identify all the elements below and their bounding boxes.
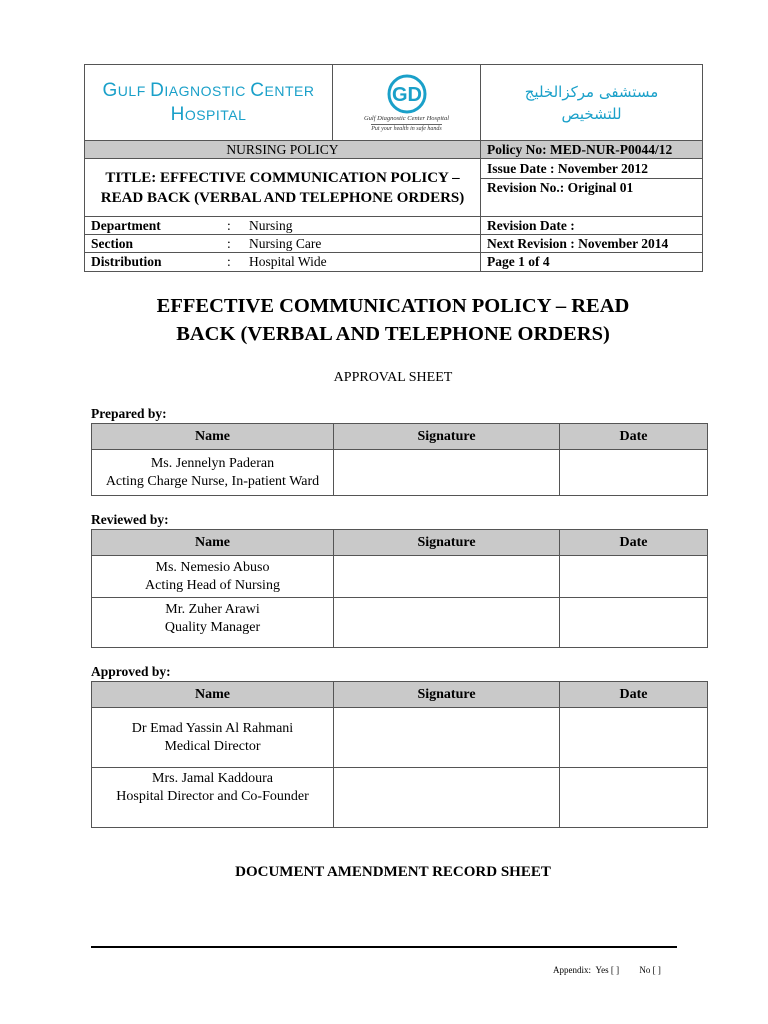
signature-cell[interactable] <box>334 450 560 496</box>
hospital-name-cell <box>85 65 333 141</box>
column-signature-header: Signature <box>334 682 560 708</box>
section-row: Section : Nursing Care <box>85 235 481 253</box>
signature-cell[interactable] <box>334 556 560 598</box>
arabic-hospital-name: مستشفى مركزالخليج للتشخيص <box>524 82 659 123</box>
arabic-name-cell <box>481 65 703 141</box>
department-row: Department : Nursing <box>85 217 481 235</box>
signature-cell[interactable] <box>334 598 560 648</box>
revision-number: Revision No.: Original 01 <box>481 179 703 217</box>
appendix-line: Appendix: Yes [ ] No [ ] <box>553 965 661 975</box>
date-cell[interactable] <box>560 598 708 648</box>
date-cell[interactable] <box>560 450 708 496</box>
hospital-name: GULF DIAGNOSTIC CENTER HOSPITAL <box>102 79 315 125</box>
appendix-yes[interactable]: Yes [ ] <box>595 965 620 975</box>
divider <box>91 946 677 948</box>
reviewed-by-label: Reviewed by: <box>91 512 169 527</box>
revision-date: Revision Date : <box>481 217 703 235</box>
table-row <box>92 708 708 768</box>
logo-cell <box>333 65 481 141</box>
date-cell[interactable] <box>560 768 708 828</box>
date-cell[interactable] <box>560 556 708 598</box>
table-row <box>92 556 708 598</box>
person-cell: Dr Emad Yassin Al Rahmani Medical Director <box>92 708 334 768</box>
policy-title: TITLE: EFFECTIVE COMMUNICATION POLICY – READ BACK (VERBAL AND TELEPHONE ORDERS) <box>85 159 481 217</box>
column-date-header: Date <box>560 424 708 450</box>
document-title: EFFECTIVE COMMUNICATION POLICY – READ BACK (VERBAL AND TELEPHONE ORDERS) <box>156 295 630 345</box>
column-signature-header: Signature <box>334 424 560 450</box>
person-cell: Ms. Nemesio Abuso Acting Head of Nursing <box>92 556 334 598</box>
issue-date: Issue Date : November 2012 <box>481 159 703 179</box>
column-date-header: Date <box>560 682 708 708</box>
signature-cell[interactable] <box>334 708 560 768</box>
svg-text:GD: GD <box>391 83 422 106</box>
column-signature-header: Signature <box>334 530 560 556</box>
page-number: Page 1 of 4 <box>481 253 703 272</box>
prepared-by-label: Prepared by: <box>91 406 167 421</box>
table-row <box>92 598 708 648</box>
appendix-no[interactable]: No [ ] <box>639 965 661 975</box>
table-row <box>92 768 708 828</box>
policy-number: Policy No: MED-NUR-P0044/12 <box>481 141 703 159</box>
approved-by-label: Approved by: <box>91 664 171 679</box>
policy-type: NURSING POLICY <box>85 141 481 159</box>
next-revision: Next Revision : November 2014 <box>481 235 703 253</box>
column-name-header: Name <box>92 530 334 556</box>
logo-name: Gulf Diagnostic Center Hospital <box>363 114 450 122</box>
approved-by-table <box>91 681 708 828</box>
column-name-header: Name <box>92 424 334 450</box>
signature-cell[interactable] <box>334 768 560 828</box>
reviewed-by-table <box>91 529 708 648</box>
gd-monogram-icon <box>377 74 437 114</box>
person-cell: Mrs. Jamal Kaddoura Hospital Director and Co-Founder <box>92 768 334 828</box>
column-date-header: Date <box>560 530 708 556</box>
column-name-header: Name <box>92 682 334 708</box>
distribution-row: Distribution : Hospital Wide <box>85 253 481 272</box>
date-cell[interactable] <box>560 708 708 768</box>
table-row <box>92 450 708 496</box>
amendment-record-heading: DOCUMENT AMENDMENT RECORD SHEET <box>235 864 551 880</box>
hospital-logo <box>333 66 480 140</box>
approval-sheet-heading: APPROVAL SHEET <box>333 370 453 385</box>
prepared-by-table <box>91 423 708 496</box>
person-cell: Ms. Jennelyn Paderan Acting Charge Nurse, In-patient Ward <box>92 450 334 496</box>
person-cell: Mr. Zuher Arawi Quality Manager <box>92 598 334 648</box>
logo-tagline: Put your health in safe hands <box>371 125 442 132</box>
policy-header-table <box>84 64 703 272</box>
